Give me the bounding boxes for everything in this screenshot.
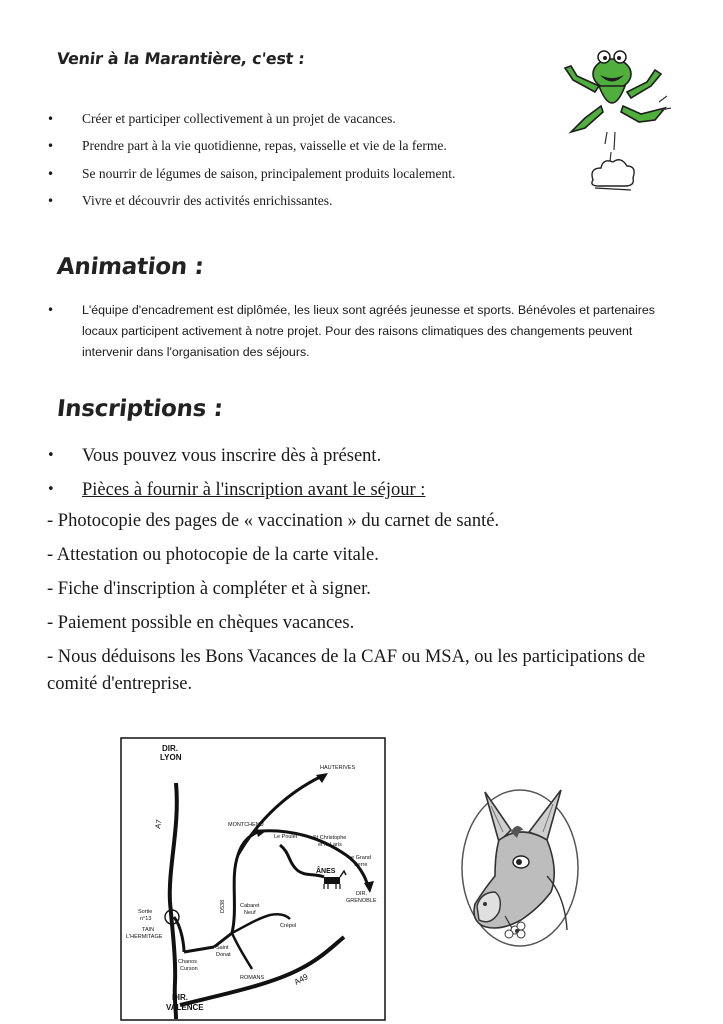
- section-title-venir: Venir à la Marantière, c'est :: [56, 49, 306, 68]
- list-item: - Attestation ou photocopie de la carte vitale.: [47, 545, 379, 565]
- label-cabaret: Cabaret: [240, 903, 260, 909]
- frog-icon: [555, 40, 685, 200]
- list-item: [47, 476, 687, 510]
- inscriptions-list: [47, 442, 687, 510]
- label-neuf: Neuf: [244, 910, 256, 916]
- label-serre: Serre: [354, 862, 368, 868]
- label-donat: Donat: [216, 952, 231, 958]
- label-dir-grenoble: DIR.: [356, 891, 367, 897]
- label-dir-valence: DIR.: [172, 993, 188, 1002]
- label-montchenu: MONTCHENU: [228, 822, 264, 828]
- donkey-icon: [455, 780, 585, 950]
- list-item: - Photocopie des pages de « vaccination » du carnet de santé.: [47, 511, 500, 531]
- label-st-christophe: St Christophe: [313, 835, 347, 841]
- label-curson: Curson: [180, 966, 198, 972]
- label-hermitage: L'HERMITAGE: [126, 934, 163, 940]
- label-le-laris: et le Laris: [318, 842, 342, 848]
- label-a49: A49: [292, 972, 310, 987]
- list-item: • Vous pouvez vous inscrire dès à présent.: [47, 442, 687, 476]
- list-item: • Se nourrir de légumes de saison, principalement produits localement.: [47, 164, 567, 191]
- animation-list: [47, 300, 677, 363]
- label-le-poulet: Le Poulet: [274, 834, 298, 840]
- list-item: - Fiche d'inscription à compléter et à signer.: [47, 579, 371, 599]
- list-item: • Prendre part à la vie quotidienne, repas, vaisselle et vie de la ferme.: [47, 136, 567, 163]
- label-tain: TAIN: [142, 927, 155, 933]
- label-anes: ÂNES: [316, 868, 336, 875]
- label-sortie-num: n°13: [140, 916, 152, 922]
- label-a7: A7: [153, 818, 164, 830]
- list-item: • Vivre et découvrir des activités enrichissantes.: [47, 191, 567, 218]
- label-hauterives: HAUTERIVES: [320, 765, 356, 771]
- label-dir-lyon: DIR.: [162, 744, 178, 753]
- label-chanos: Chanos: [178, 959, 197, 965]
- access-map: [120, 737, 386, 1021]
- section-title-animation: Animation :: [55, 254, 205, 280]
- venir-list: [47, 109, 567, 218]
- label-valence: VALENCE: [166, 1003, 204, 1012]
- section-title-inscriptions: Inscriptions :: [55, 396, 225, 422]
- label-grenoble: GRENOBLE: [346, 898, 377, 904]
- label-lyon: LYON: [160, 753, 182, 762]
- list-item: • L'équipe d'encadrement est diplômée, les lieux sont agréés jeunesse et sports. Bénévoles et partenaires locaux participent activement à notre projet. Pour des raisons climatiques des changements peuvent intervenir dans l'organisation des séjours.: [47, 300, 677, 363]
- label-crepol: Crépol: [280, 923, 297, 929]
- list-item: - Nous déduisons les Bons Vacances de la CAF ou MSA, ou les participations de comité d'entreprise.: [47, 647, 646, 694]
- label-saint: Saint: [216, 945, 229, 951]
- list-item: • Créer et participer collectivement à un projet de vacances.: [47, 109, 567, 136]
- label-romans: ROMANS: [240, 975, 265, 981]
- list-item: - Paiement possible en chèques vacances.: [47, 613, 355, 633]
- documents-list: [47, 508, 697, 705]
- label-le-grand: Le Grand: [348, 855, 371, 861]
- label-d538: D538: [220, 899, 226, 913]
- label-sortie: Sortie: [138, 909, 153, 915]
- pieces-label: Pièces à fournir à l'inscription avant le séjour :: [82, 480, 426, 500]
